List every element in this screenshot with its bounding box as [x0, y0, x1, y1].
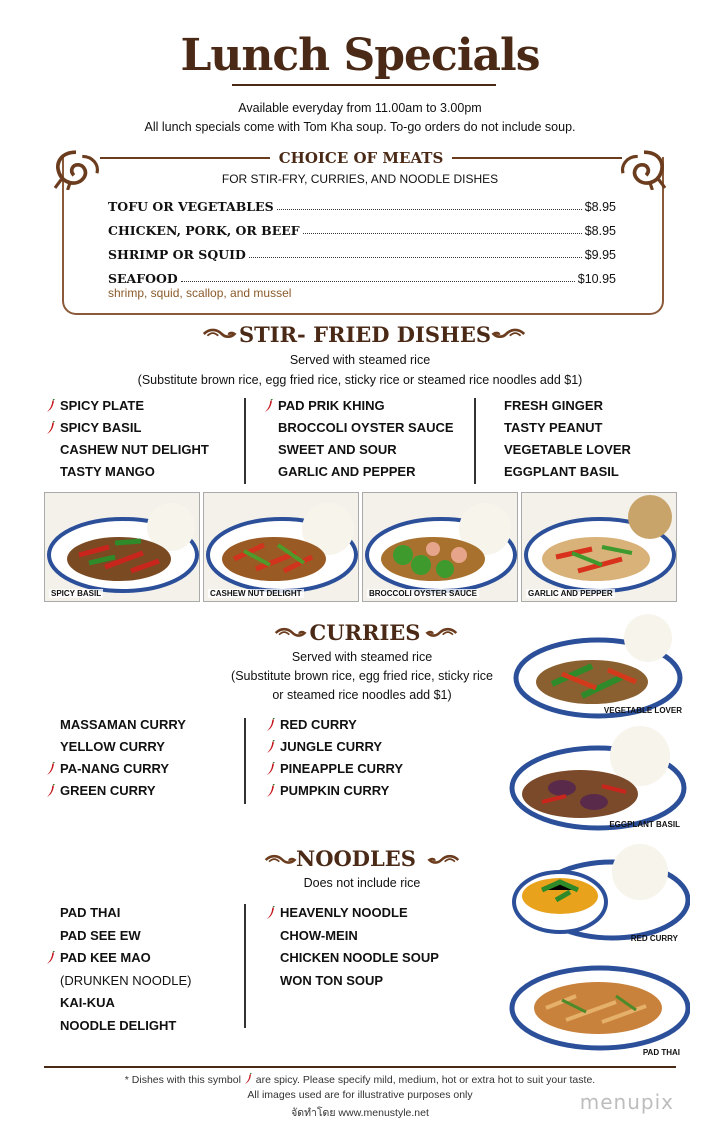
list-item: PA-NANG CURRY [60, 760, 186, 778]
meats-rule-right [452, 157, 622, 159]
curries-col-1 [60, 716, 186, 800]
list-item: CASHEW NUT DELIGHT [60, 442, 209, 457]
list-item: VEGETABLE LOVER [504, 442, 631, 457]
stirfry-col-1 [60, 397, 209, 481]
chili-icon [46, 762, 56, 776]
list-item: JUNGLE CURRY [280, 738, 403, 756]
curries-substitute-2: or steamed rice noodles add $1) [272, 688, 452, 702]
list-item: PAD THAI [60, 905, 121, 920]
chili-icon [46, 399, 56, 413]
meat-price: $9.95 [584, 248, 616, 262]
plate-caption: VEGETABLE LOVER [603, 706, 682, 715]
chili-icon [264, 399, 274, 413]
chili-icon [266, 740, 276, 754]
availability-text: Available everyday from 11.00am to 3.00pm [238, 101, 482, 115]
noodles-title: NOODLES [296, 846, 416, 871]
noodles-col-1 [60, 904, 191, 1035]
swirl-left-icon [274, 625, 308, 641]
meats-subtitle: FOR STIR-FRY, CURRIES, AND NOODLE DISHES [221, 172, 499, 186]
photo-spicy-basil [44, 492, 200, 602]
meat-price: $8.95 [584, 200, 616, 214]
divider [244, 718, 246, 804]
seafood-note: shrimp, squid, scallop, and mussel [108, 286, 292, 300]
meat-row [108, 268, 616, 286]
list-item: EGGPLANT BASIL [504, 464, 619, 479]
footer-credit: จัดทำโดย www.menustyle.net [291, 1107, 429, 1119]
list-item: HEAVENLY NOODLE [280, 904, 439, 922]
chili-icon [266, 762, 276, 776]
plate-caption: RED CURRY [630, 934, 678, 943]
footer-rule [44, 1066, 676, 1068]
stirfry-col-2 [278, 397, 454, 481]
soup-note: All lunch specials come with Tom Kha soup. To-go orders do not include soup. [144, 120, 576, 134]
curries-col-2 [280, 716, 403, 800]
list-item: PAD SEE EW [60, 927, 141, 943]
noodles-note: Does not include rice [303, 876, 421, 890]
list-item: PAD KEE MAO [60, 949, 191, 967]
photo-caption: BROCCOLI OYSTER SAUCE [369, 589, 478, 598]
list-item: TASTY PEANUT [504, 420, 603, 435]
list-item: KAI-KUA [60, 995, 115, 1011]
footer-images-note: All images used are for illustrative purposes only [247, 1089, 473, 1101]
curries-served: Served with steamed rice [291, 650, 433, 664]
list-item: CHICKEN NOODLE SOUP [280, 950, 439, 966]
list-item: PAD PRIK KHING [278, 397, 454, 415]
divider [474, 398, 476, 484]
dish-illustration [522, 493, 677, 602]
list-item: PUMPKIN CURRY [280, 782, 403, 800]
swirl-left-icon [202, 326, 238, 342]
list-item: YELLOW CURRY [60, 739, 165, 754]
dish-illustration [508, 840, 690, 948]
meat-row [108, 196, 616, 214]
list-item: RED CURRY [280, 716, 403, 734]
list-item: GARLIC AND PEPPER [278, 464, 416, 479]
title-underline [232, 84, 496, 86]
meat-name: SHRIMP OR SQUID [108, 247, 246, 262]
plate-caption: PAD THAI [642, 1048, 680, 1057]
meats-title: CHOICE OF MEATS [278, 149, 444, 167]
page-title: Lunch Specials [180, 30, 540, 81]
photo-caption: SPICY BASIL [51, 589, 102, 598]
chili-icon [244, 1073, 253, 1085]
photo-caption: GARLIC AND PEPPER [528, 589, 613, 598]
curries-substitute: (Substitute brown rice, egg fried rice, sticky rice [231, 669, 493, 683]
stirfry-substitute: (Substitute brown rice, egg fried rice, sticky rice or steamed rice noodles add $1) [137, 373, 583, 387]
list-item: SPICY BASIL [60, 419, 209, 437]
divider [244, 398, 246, 484]
chili-icon [46, 784, 56, 798]
photo-cashew-nut-delight [203, 492, 359, 602]
list-item: SPICY PLATE [60, 397, 209, 415]
chili-icon [266, 784, 276, 798]
list-item: SWEET AND SOUR [278, 442, 397, 457]
dish-illustration [363, 493, 518, 602]
chili-icon [46, 951, 56, 965]
photo-garlic-and-pepper [521, 492, 677, 602]
chili-icon [266, 718, 276, 732]
list-item: MASSAMAN CURRY [60, 717, 186, 732]
meat-name: CHICKEN, PORK, OR BEEF [108, 223, 300, 238]
divider [244, 904, 246, 1028]
curries-title: CURRIES [309, 620, 421, 645]
plate-eggplant-basil [506, 726, 690, 836]
swirl-right-icon [424, 625, 458, 641]
list-item: BROCCOLI OYSTER SAUCE [278, 420, 454, 435]
plate-pad-thai [506, 952, 690, 1060]
plate-red-curry [508, 840, 690, 948]
stirfry-served: Served with steamed rice [289, 353, 431, 367]
list-item: WON TON SOUP [280, 972, 384, 988]
meat-price: $10.95 [577, 272, 616, 286]
dish-illustration [45, 493, 200, 602]
meat-price: $8.95 [584, 224, 616, 238]
watermark: menupix [579, 1090, 674, 1114]
footer-spicy-note: * Dishes with this symbol are spicy. Please specify mild, medium, hot or extra hot to suit your taste. [124, 1074, 596, 1086]
list-item: FRESH GINGER [504, 398, 603, 413]
noodles-col-2 [280, 904, 439, 990]
list-item: (DRUNKEN NOODLE) [60, 972, 192, 988]
list-item: NOODLE DELIGHT [60, 1017, 177, 1033]
dish-illustration [506, 952, 690, 1060]
list-item: CHOW-MEIN [280, 927, 358, 943]
stirfry-col-3 [504, 397, 631, 481]
photo-broccoli-oyster-sauce [362, 492, 518, 602]
swirl-left-icon [264, 852, 298, 868]
swirl-right-icon [426, 852, 460, 868]
chili-icon [266, 906, 276, 920]
photo-caption: CASHEW NUT DELIGHT [210, 589, 302, 598]
meat-row [108, 220, 616, 238]
meat-name: TOFU OR VEGETABLES [108, 199, 274, 214]
meat-row [108, 244, 616, 262]
plate-vegetable-lover [512, 612, 688, 722]
dish-illustration [204, 493, 359, 602]
plate-caption: EGGPLANT BASIL [609, 820, 680, 829]
swirl-right-icon [490, 326, 526, 342]
meats-rule-left [100, 157, 270, 159]
list-item: TASTY MANGO [60, 464, 155, 479]
list-item: GREEN CURRY [60, 782, 186, 800]
meat-name: SEAFOOD [108, 271, 178, 286]
chili-icon [46, 421, 56, 435]
stirfry-title: STIR- FRIED DISHES [238, 322, 492, 347]
list-item: PINEAPPLE CURRY [280, 760, 403, 778]
